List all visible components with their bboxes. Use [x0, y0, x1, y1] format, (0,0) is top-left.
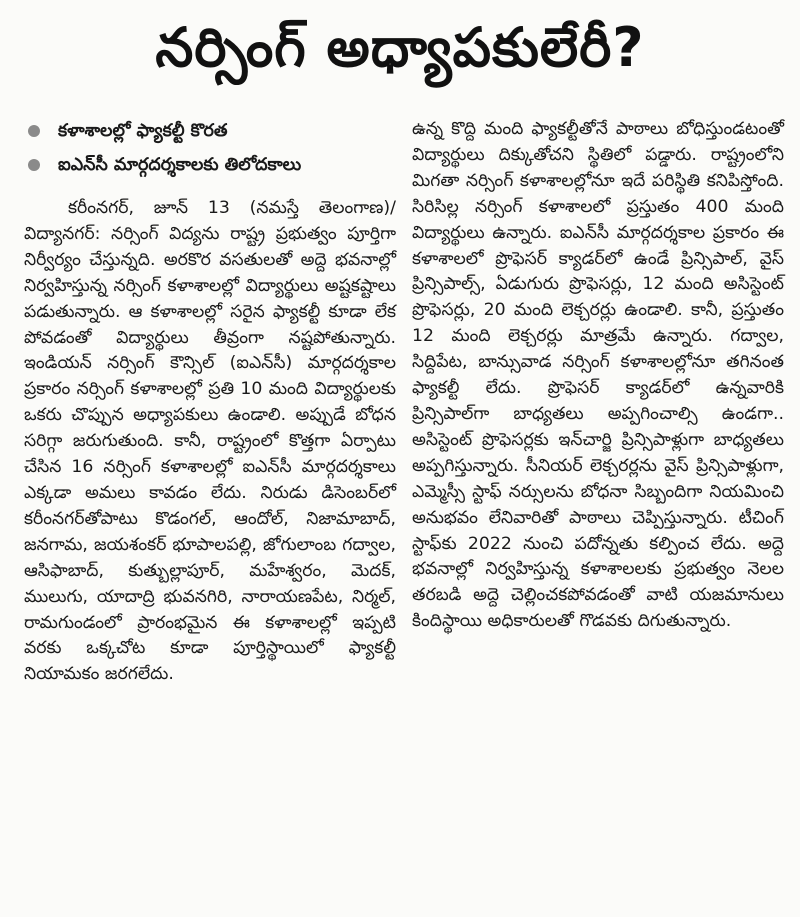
right-column [412, 117, 784, 635]
highlight-text: ఐఎన్‌సీ మార్గదర్శకాలకు తిలోదకాలు [58, 155, 302, 175]
bullet-dot-icon [28, 159, 40, 171]
headline: నర్సింగ్ అధ్యాపకులేరీ? [155, 16, 645, 79]
left-column [24, 114, 396, 688]
highlight-item [24, 148, 396, 182]
article-body-left: కరీంనగర్, జూన్ 13 (నమస్తే తెలంగాణ)/ విద్యానగర్: నర్సింగ్ విద్యను రాష్ట్ర ప్రభుత్వం పూర్తిగా నిర్వీర్యం చేస్తున్నది. అరకొర వసతులతో అద్దె భవనాల్లో నిర్వహిస్తున్న నర్సింగ్ కళాశాలల్లో విద్యార్థులు అష్టకష్టాలు పడుతున్నారు. ఆ కళాశాలల్లో సరైన ఫ్యాకల్టీ కూడా లేక పోవడంతో విద్యార్థులు తీవ్రంగా నష్టపోతున్నారు. ఇండియన్ నర్సింగ్ కౌన్సిల్ (ఐఎన్‌సీ) మార్గదర్శకాల ప్రకారం నర్సింగ్ కళాశాలల్లో ప్రతి 10 మంది విద్యార్థులకు ఒకరు చొప్పున అధ్యాపకులు ఉండాలి. అప్పుడే బోధన సరిగ్గా జరుగుతుంది. కానీ, రాష్ట్రంలో కొత్తగా ఏర్పాటు చేసిన 16 నర్సింగ్ కళాశాలల్లో ఐఎన్‌సీ మార్గదర్శకాలు ఎక్కడా అమలు కావడం లేదు. నిరుడు డిసెంబర్‌లో కరీంనగర్‌తోపాటు కొడంగల్, ఆందోల్, నిజామాబాద్, జనగామ, జయశంకర్ భూపాలపల్లి, జోగులాంబ గద్వాల, ఆసిఫాబాద్, కుత్బుల్లాపూర్, మహేశ్వరం, మెదక్, ములుగు, యాదాద్రి భువనగిరి, నారాయణపేట, నిర్మల్, రామగుండంలో ప్రారంభమైన ఈ కళాశాలల్లో ఇప్పటి వరకు ఒక్కచోట కూడా పూర్తిస్థాయిలో ఫ్యాకల్టీ నియామకం జరగలేదు. [24, 198, 396, 685]
highlight-item [24, 114, 396, 148]
highlight-text: కళాశాలల్లో ఫ్యాకల్టీ కొరత [58, 121, 228, 141]
article-body-right: ఉన్న కొద్ది మంది ఫ్యాకల్టీతోనే పాఠాలు బోధిస్తుండటంతో విద్యార్థులు దిక్కుతోచని స్థితిలో పడ్డారు. రాష్ట్రంలోని మిగతా నర్సింగ్ కళాశాలల్లోనూ ఇదే పరిస్థితి కనిపిస్తోంది. సిరిసిల్ల నర్సింగ్ కళాశాలలో ప్రస్తుతం 400 మంది విద్యార్థులు ఉన్నారు. ఐఎన్‌సీ మార్గదర్శకాల ప్రకారం ఈ కళాశాలలో ప్రొఫెసర్ క్యాడర్‌లో ఉండే ప్రిన్సిపాల్, వైస్ ప్రిన్సిపాల్స్, ఏడుగురు ప్రొఫెసర్లు, 12 మంది అసిస్టెంట్ ప్రొఫెసర్లు, 20 మంది లెక్చరర్లు ఉండాలి. కానీ, ప్రస్తుతం 12 మంది లెక్చరర్లు మాత్రమే ఉన్నారు. గద్వాల, సిద్దిపేట, బాన్సువాడ నర్సింగ్ కళాశాలల్లోనూ తగినంత ఫ్యాకల్టీ లేదు. ప్రొఫెసర్ క్యాడర్‌లో ఉన్నవారికి ప్రిన్సిపాల్‌గా బాధ్యతలు అప్పగించాల్సి ఉండగా.. అసిస్టెంట్ ప్రొఫెసర్లకు ఇన్‌చార్జి ప్రిన్సిపాళ్లుగా బాధ్యతలు అప్పగిస్తున్నారు. సీనియర్ లెక్చరర్లను వైస్ ప్రిన్సిపాళ్లుగా, ఎమ్మెస్సీ స్టాఫ్ నర్సులను బోధనా సిబ్బందిగా నియమించి అనుభవం లేనివారితో పాఠాలు చెప్పిస్తున్నారు. టీచింగ్ స్టాఫ్‌కు 2022 నుంచి పదోన్నతు కల్పించ లేదు. అద్దె భవనాల్లో నిర్వహిస్తున్న కళాశాలలకు ప్రభుత్వం నెలల తరబడి అద్దె చెల్లించకపోవడంతో వాటి యజమానులు కిందిస్థాయి అధికారులతో గొడవకు దిగుతున్నారు. [412, 119, 784, 632]
bullet-dot-icon [28, 125, 40, 137]
highlights-list [24, 114, 396, 182]
